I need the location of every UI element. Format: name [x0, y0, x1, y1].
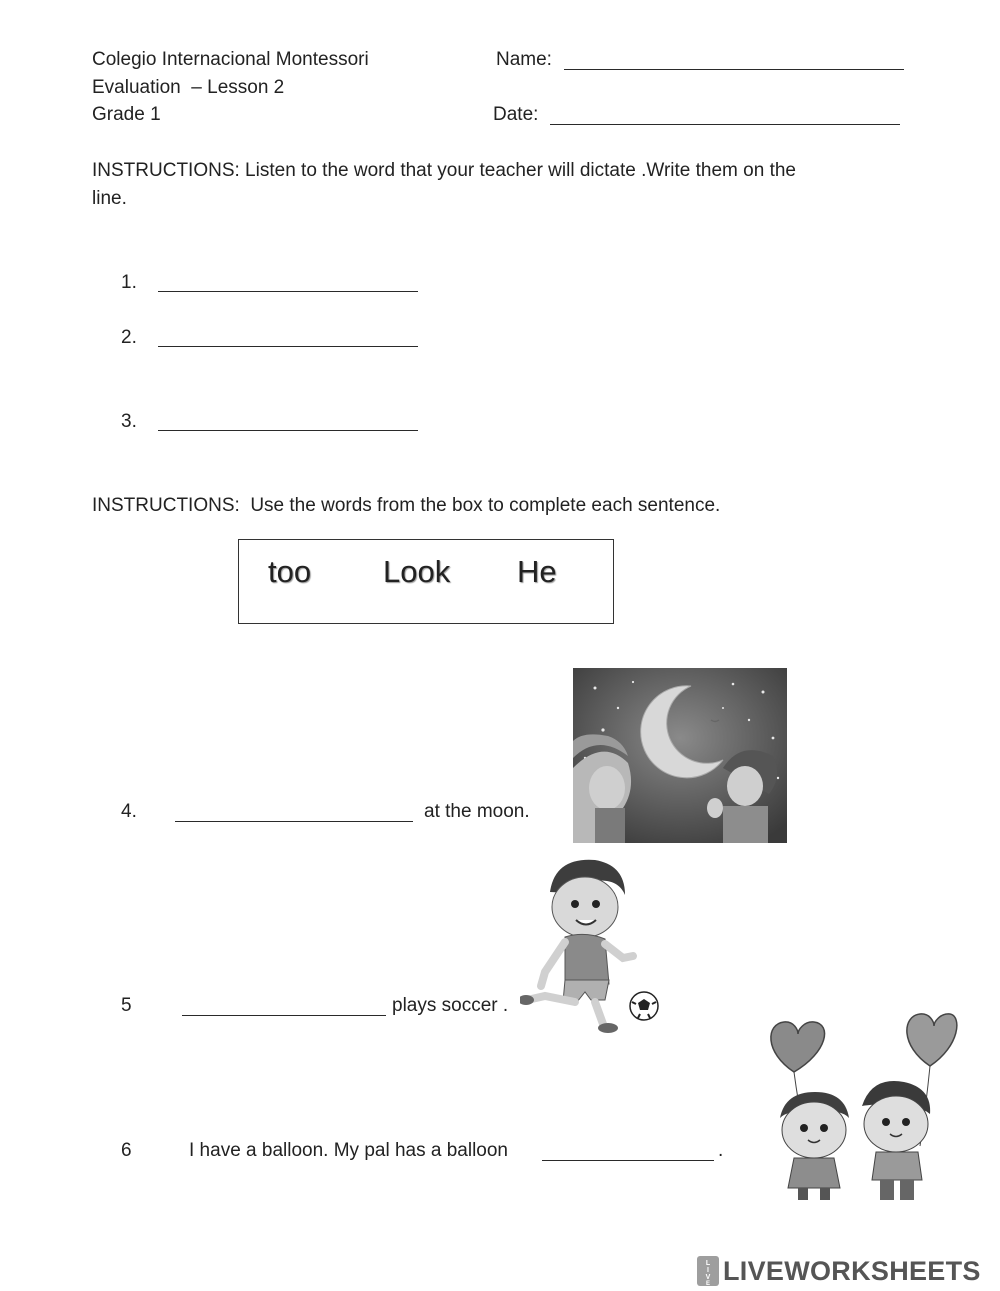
svg-text:I: I: [707, 1267, 709, 1274]
grade-label: Grade 1: [92, 104, 161, 125]
date-label: Date:: [493, 104, 539, 125]
instructions-dictation-cont: line.: [92, 188, 127, 209]
answer-line-4[interactable]: [175, 821, 413, 822]
logo-badge-icon: [697, 1256, 719, 1286]
item-number: 3.: [121, 411, 137, 432]
heart-balloon-icon: [907, 1014, 957, 1066]
svg-text:V: V: [705, 1274, 711, 1281]
soccer-boy-illustration: [520, 852, 662, 1034]
word-box-word: too: [268, 554, 312, 589]
sentence-end: .: [718, 1140, 724, 1161]
sentence-number: 4.: [121, 801, 137, 822]
instructions-word-box: INSTRUCTIONS: Use the words from the box to complete each sentence.: [92, 495, 721, 516]
evaluation-title: Evaluation – Lesson 2: [92, 77, 285, 98]
sentence-text: at the moon.: [424, 801, 530, 822]
word-box-word: He: [517, 554, 557, 589]
school-name: Colegio Internacional Montessori: [92, 49, 369, 70]
moon-children-illustration: [573, 668, 787, 843]
item-number: 1.: [121, 272, 137, 293]
answer-line-1[interactable]: [158, 291, 418, 292]
sentence-number: 6: [121, 1140, 132, 1161]
word-box: [238, 539, 614, 624]
heart-balloon-icon: [771, 1022, 825, 1072]
date-field[interactable]: [550, 124, 900, 125]
instructions-dictation: INSTRUCTIONS: Listen to the word that your teacher will dictate .Write them on the: [92, 160, 796, 181]
answer-line-6[interactable]: [542, 1160, 714, 1161]
answer-line-2[interactable]: [158, 346, 418, 347]
answer-line-3[interactable]: [158, 430, 418, 431]
word-box-word: Look: [383, 554, 451, 589]
name-field[interactable]: [564, 69, 904, 70]
answer-line-5[interactable]: [182, 1015, 386, 1016]
svg-text:L: L: [705, 1260, 711, 1267]
name-label: Name:: [496, 49, 552, 70]
logo-text: LIVEWORKSHEETS: [723, 1255, 981, 1286]
svg-text:E: E: [705, 1281, 711, 1286]
item-number: 2.: [121, 327, 137, 348]
sentence-text: plays soccer .: [392, 995, 509, 1016]
sentence-text: I have a balloon. My pal has a balloon: [189, 1140, 508, 1161]
kids-balloons-illustration: [764, 1008, 960, 1204]
sentence-number: 5: [121, 995, 132, 1016]
liveworksheets-logo: [697, 1253, 981, 1289]
